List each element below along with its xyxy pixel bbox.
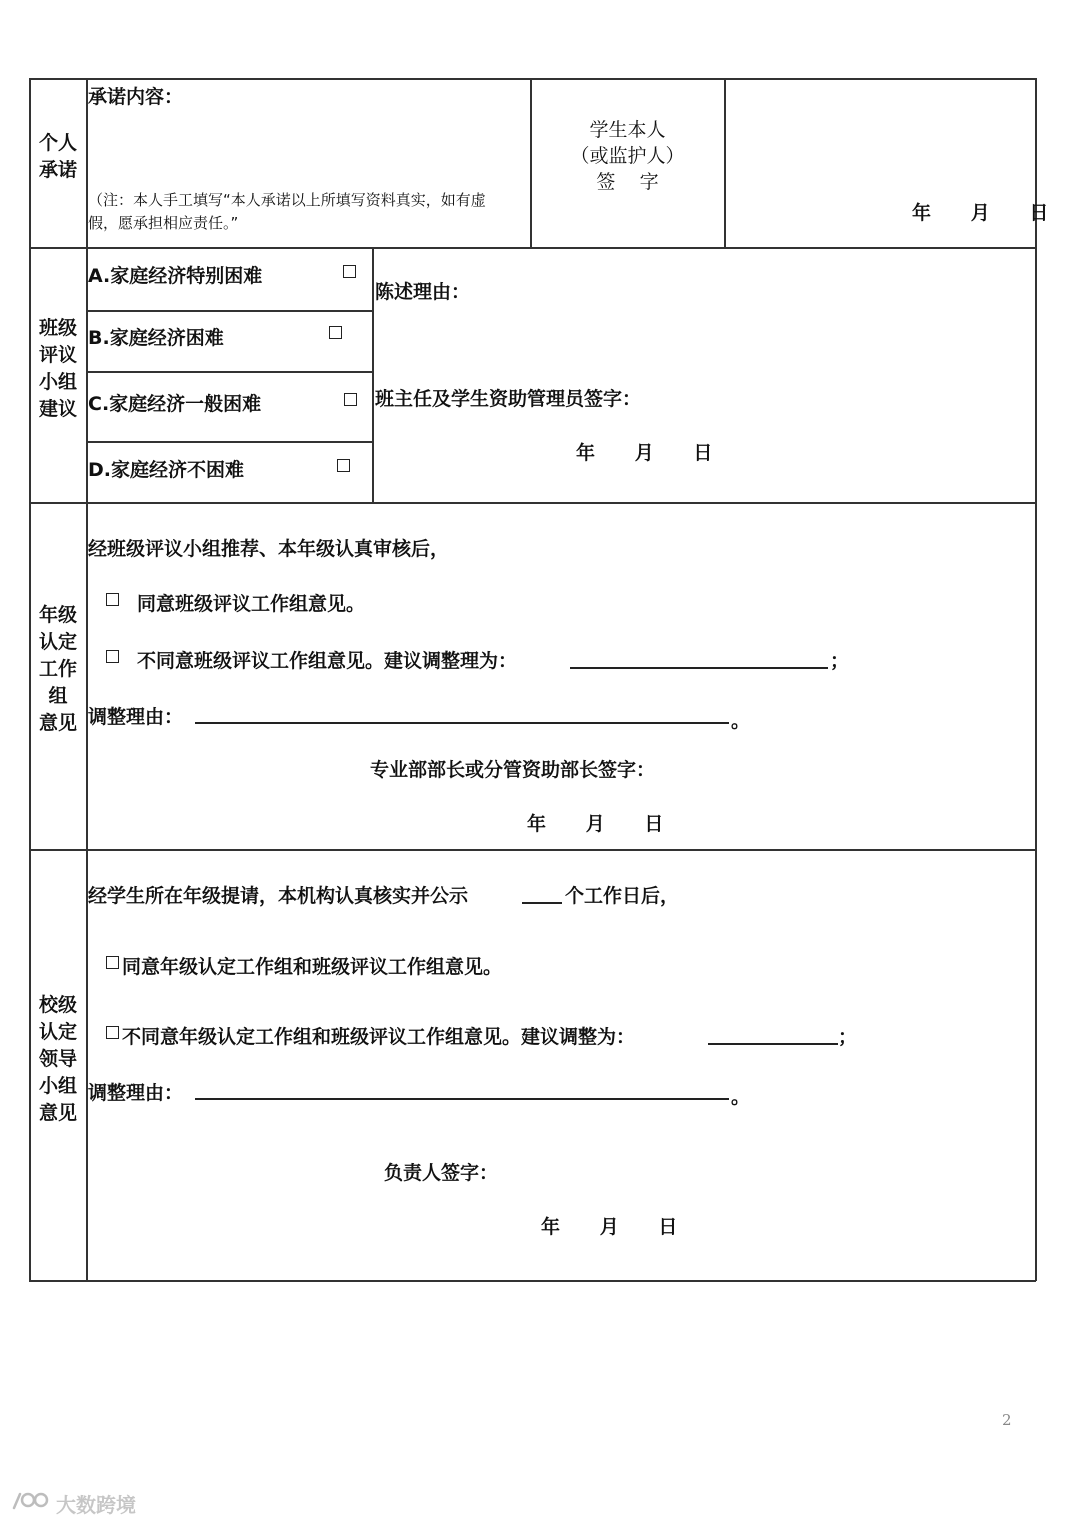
section-label-grade: 年级 认定 工作 组 意见: [38, 604, 77, 734]
option-divider-1: [86, 310, 373, 312]
grade-disagree-label: 不同意班级评议工作组意见。建议调整理为：: [137, 650, 518, 672]
student-signature-label: 学生本人 （或监护人） 签 字: [570, 119, 685, 193]
option-label-c: C.家庭经济一般困难: [88, 393, 262, 415]
school-intro-before: 经学生所在年级提请，本机构认真核实并公示: [88, 885, 469, 907]
class-reason-label: 陈述理由：: [375, 281, 471, 303]
section-label-school: 校级 认定 领导 小组 意见: [38, 994, 77, 1124]
grade-reason-label: 调整理由：: [88, 706, 184, 728]
promise-note-line2: 假，愿承担相应责任。”: [88, 214, 239, 232]
grade-disagree-checkbox[interactable]: [106, 650, 119, 663]
class-signature-label: 班主任及学生资助管理员签字：: [375, 388, 642, 410]
grade-agree-checkbox[interactable]: [106, 593, 119, 606]
school-publicity-days-field[interactable]: [522, 902, 562, 904]
option-divider-3: [86, 441, 373, 443]
option-divider-2: [86, 371, 373, 373]
row-divider-1: [29, 247, 1036, 249]
school-adjust-level-field[interactable]: [708, 1043, 838, 1045]
grade-date: 年 月 日: [527, 813, 664, 835]
grade-signature-label: 专业部部长或分管资助部长签字：: [370, 759, 656, 781]
school-date: 年 月 日: [541, 1216, 678, 1238]
option-checkbox-b[interactable]: [329, 326, 342, 339]
grade-adjust-level-field[interactable]: [570, 667, 828, 669]
school-signature-label: 负责人签字：: [384, 1162, 499, 1184]
school-intro-after: 个工作日后，: [565, 885, 680, 907]
option-label-d: D.家庭经济不困难: [88, 459, 244, 481]
row2-options-divider: [372, 247, 374, 503]
school-disagree-checkbox[interactable]: [106, 1026, 119, 1039]
row-divider-2: [29, 502, 1036, 504]
option-checkbox-a[interactable]: [343, 265, 356, 278]
row-divider-3: [29, 849, 1036, 851]
school-agree-checkbox[interactable]: [106, 956, 119, 969]
table-border-bottom: [29, 1280, 1036, 1282]
promise-content-heading: 承诺内容：: [88, 86, 184, 108]
grade-reason-end: 。: [731, 710, 751, 732]
option-label-a: A.家庭经济特别困难: [88, 265, 263, 287]
school-disagree-end: ；: [838, 1026, 858, 1048]
school-reason-end: 。: [731, 1086, 751, 1108]
grade-intro: 经班级评议小组推荐、本年级认真审核后，: [88, 538, 450, 560]
promise-note-line1: （注：本人手工填写“本人承诺以上所填写资料真实，如有虚: [88, 191, 486, 209]
watermark-logo-icon: [8, 1488, 52, 1518]
section-label-personal: 个人 承诺: [38, 132, 77, 181]
school-agree-label: 同意年级认定工作组和班级评议工作组意见。: [122, 956, 503, 978]
school-reason-field[interactable]: [195, 1098, 729, 1100]
page-number: 2: [1002, 1411, 1012, 1429]
section-label-class: 班级 评议 小组 建议: [38, 317, 77, 420]
promise-date: 年 月 日: [912, 202, 1049, 224]
grade-agree-label: 同意班级评议工作组意见。: [137, 593, 366, 615]
table-border-right: [1035, 78, 1037, 1281]
watermark-text: 大数跨境: [56, 1492, 136, 1517]
option-label-b: B.家庭经济困难: [88, 327, 224, 349]
grade-reason-field[interactable]: [195, 722, 729, 724]
grade-disagree-end: ；: [830, 650, 850, 672]
option-checkbox-d[interactable]: [337, 459, 350, 472]
school-reason-label: 调整理由：: [88, 1082, 184, 1104]
option-checkbox-c[interactable]: [344, 393, 357, 406]
school-disagree-label: 不同意年级认定工作组和班级评议工作组意见。建议调整为：: [122, 1026, 636, 1048]
student-signature-field[interactable]: [726, 80, 1034, 190]
class-date: 年 月 日: [576, 442, 713, 464]
watermark: [8, 1488, 136, 1518]
